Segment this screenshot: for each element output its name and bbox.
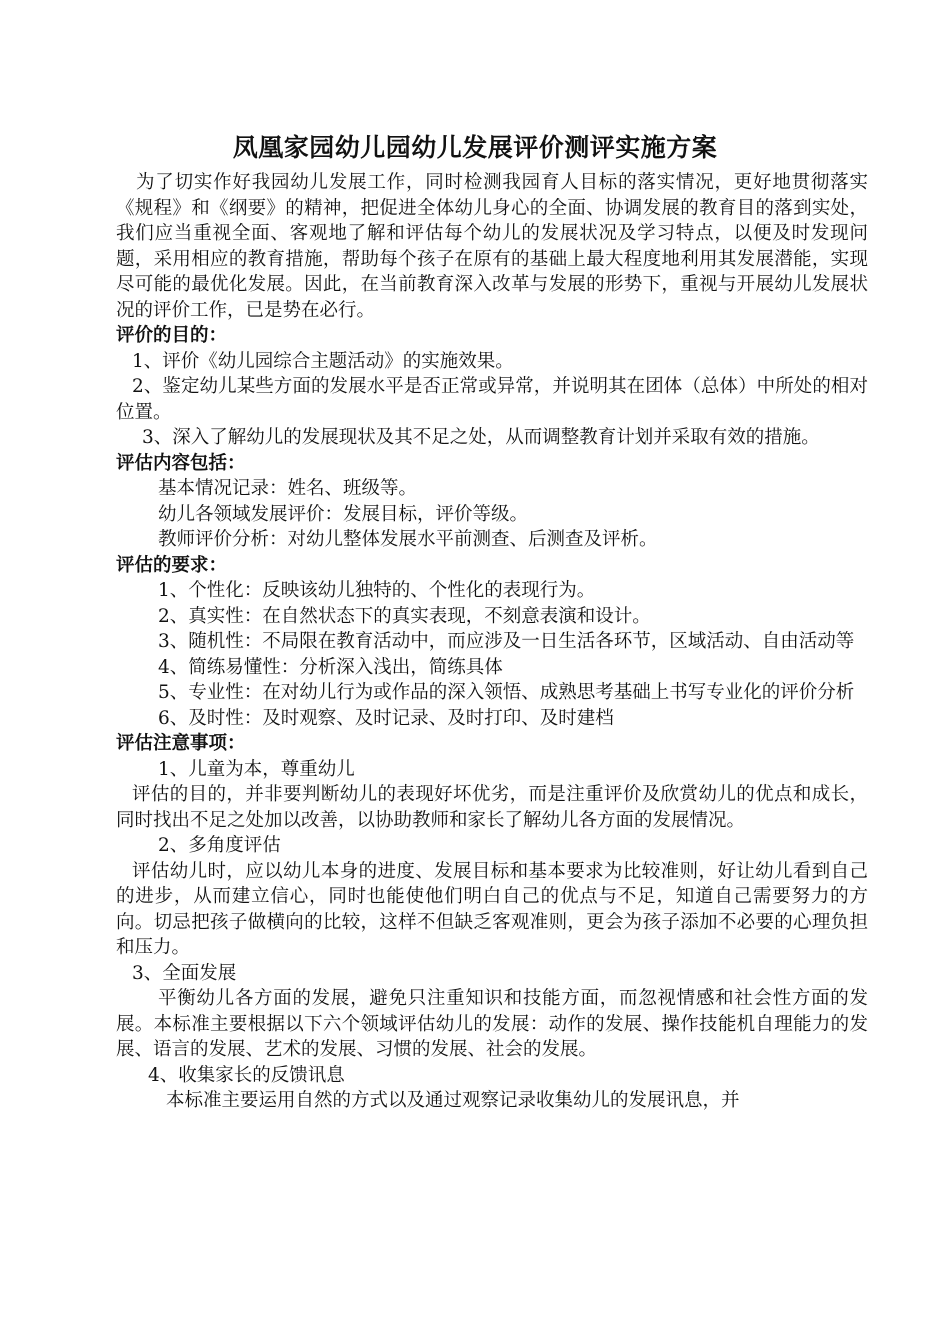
notes-heading: 评估注意事项：	[116, 733, 246, 754]
note-text: 本标准主要运用自然的方式以及通过观察记录收集幼儿的发展讯息，并	[166, 1090, 740, 1111]
purpose-item: 2、鉴定幼儿某些方面的发展水平是否正常或异常，并说明其在团体（总体）中所处的相对位置。	[116, 376, 868, 423]
purpose-item: 3、深入了解幼儿的发展现状及其不足之处，从而调整教育计划并采取有效的措施。	[142, 427, 820, 448]
note-title: 2、多角度评估	[158, 835, 281, 856]
requirement-item: 5、专业性：在对幼儿行为或作品的深入领悟、成熟思考基础上书写专业化的评价分析	[158, 682, 855, 703]
requirement-item: 6、及时性：及时观察、及时记录、及时打印、及时建档	[158, 707, 614, 729]
purpose-heading: 评价的目的：	[116, 325, 228, 346]
requirement-item: 1、个性化：反映该幼儿独特的、个性化的表现行为。	[158, 580, 596, 601]
purpose-item: 1、评价《幼儿园综合主题活动》的实施效果。	[132, 350, 514, 372]
content-heading: 评估内容包括：	[116, 452, 246, 474]
content-item: 基本情况记录：姓名、班级等。	[158, 478, 418, 499]
document-title: 凤凰家园幼儿园幼儿发展评价测评实施方案	[232, 133, 718, 162]
requirement-item: 2、真实性：在自然状态下的真实表现，不刻意表演和设计。	[158, 605, 651, 627]
content-item: 幼儿各领域发展评价：发展目标，评价等级。	[158, 503, 529, 525]
document-body	[116, 170, 868, 1114]
note-text: 评估幼儿时，应以幼儿本身的进度、发展目标和基本要求为比较准则，好让幼儿看到自己的进步，从而建立信心，同时也能使他们明白自己的优点与不足，知道自己需要努力的方向。切忌把孩子做横向的比较，这样不但缺乏客观准则，更会为孩子添加不必要的心理负担和压力。	[116, 860, 868, 958]
requirement-item: 3、随机性：不局限在教育活动中，而应涉及一日生活各环节，区域活动、自由活动等	[158, 631, 855, 652]
requirement-item: 4、简练易懂性：分析深入浅出，简练具体	[158, 656, 503, 678]
intro-paragraph: 为了切实作好我园幼儿发展工作，同时检测我园育人目标的落实情况，更好地贯彻落实《规程》和《纲要》的精神，把促进全体幼儿身心的全面、协调发展的教育目的落到实处，我们应当重视全面、客观地了解和评估每个幼儿的发展状况及学习特点，以便及时发现问题，采用相应的教育措施，帮助每个孩子在原有的基础上最大程度地利用其发展潜能，实现尽可能的最优化发展。因此，在当前教育深入改革与发展的形势下，重视与开展幼儿发展状况的评价工作，已是势在必行。	[116, 172, 868, 321]
requirements-heading: 评估的要求：	[116, 554, 228, 576]
content-item: 教师评价分析：对幼儿整体发展水平前测查、后测查及评析。	[158, 529, 658, 550]
note-title: 3、全面发展	[132, 962, 237, 984]
note-title: 1、儿童为本，尊重幼儿	[158, 758, 355, 780]
note-text: 平衡幼儿各方面的发展，避免只注重知识和技能方面，而忽视情感和社会性方面的发展。本标准主要根据以下六个领域评估幼儿的发展：动作的发展、操作技能机自理能力的发展、语言的发展、艺术的发展、习惯的发展、社会的发展。	[116, 988, 868, 1060]
note-title: 4、收集家长的反馈讯息	[148, 1064, 345, 1086]
note-text: 评估的目的，并非要判断幼儿的表现好坏优劣，而是注重评价及欣赏幼儿的优点和成长，同时找出不足之处加以改善，以协助教师和家长了解幼儿各方面的发展情况。	[116, 784, 868, 831]
